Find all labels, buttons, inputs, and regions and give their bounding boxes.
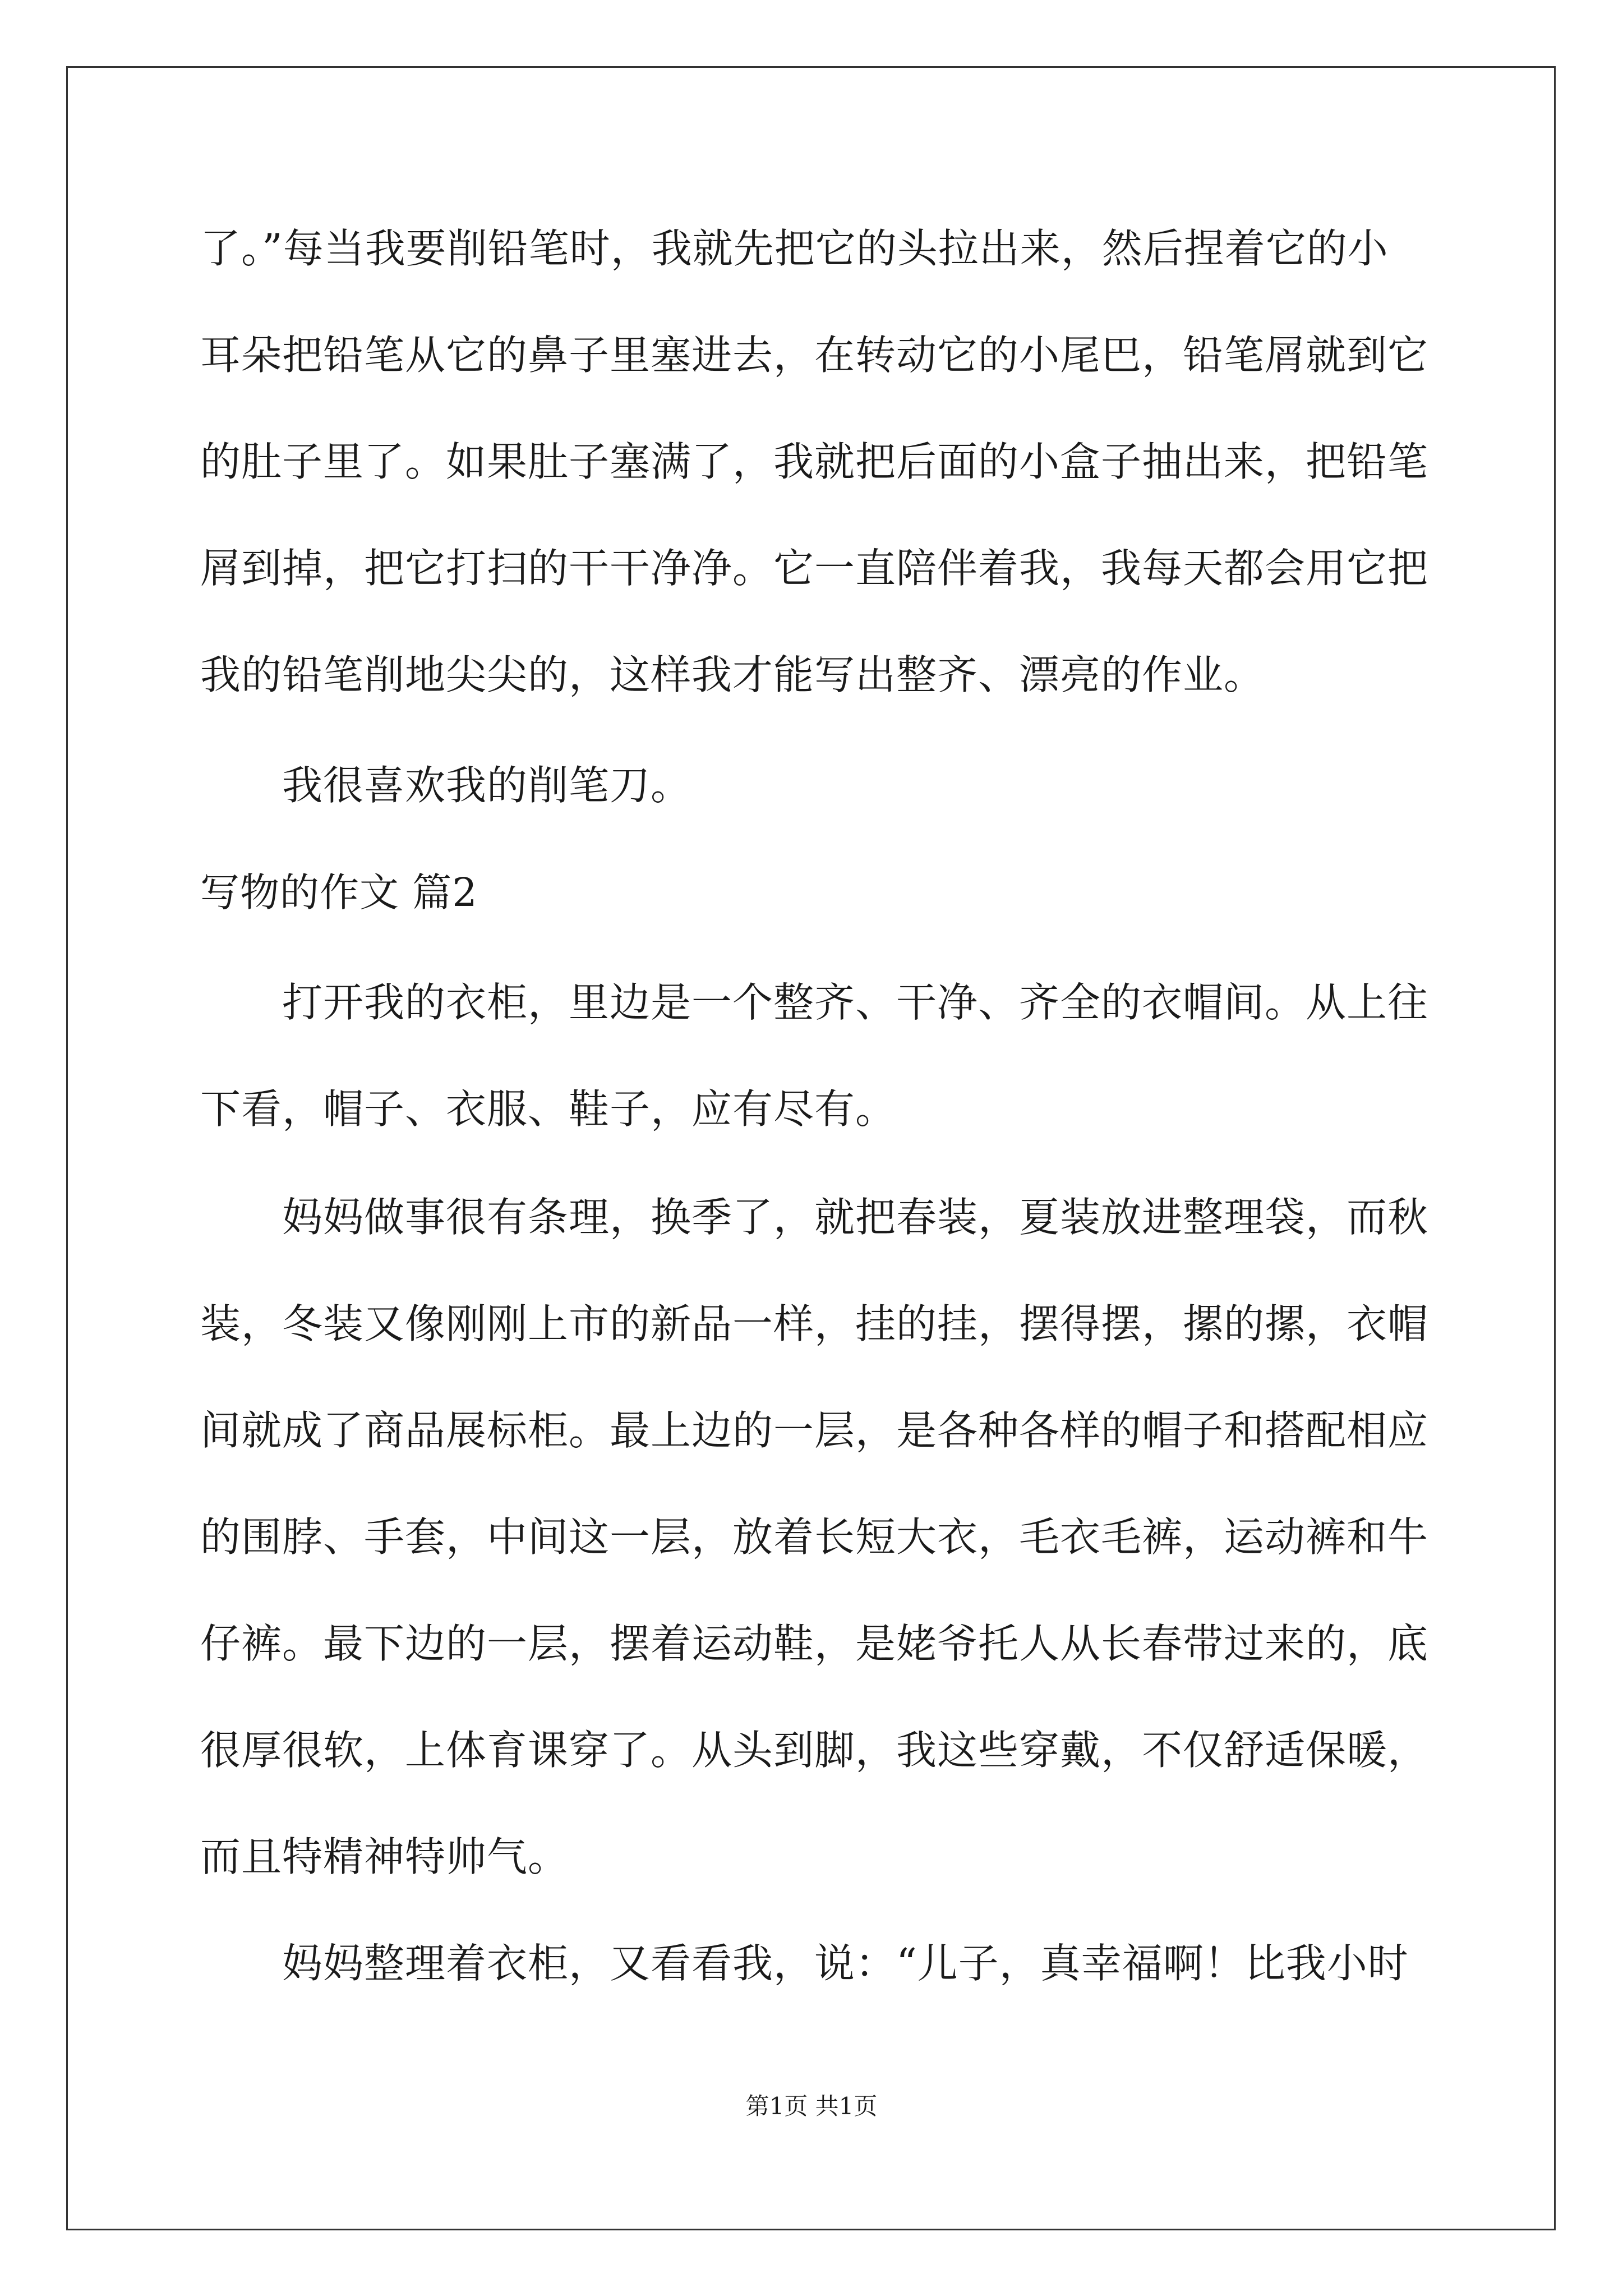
paragraph-line: 妈妈整理着衣柜，又看看我，说：“儿子，真幸福啊！比我小时 (282, 1940, 1409, 1987)
paragraph-line: 耳朵把铅笔从它的鼻子里塞进去，在转动它的小尾巴，铅笔屑就到它 (200, 332, 1429, 379)
paragraph-line: 很厚很软，上体育课穿了。从头到脚，我这些穿戴，不仅舒适保暖， (200, 1727, 1429, 1774)
paragraph-line: 间就成了商品展标柜。最上边的一层，是各种各样的帽子和搭配相应 (200, 1407, 1429, 1454)
paragraph-line: 了。”每当我要削铅笔时，我就先把它的头拉出来，然后捏着它的小 (200, 225, 1389, 272)
paragraph-line: 装，冬装又像刚刚上市的新品一样，挂的挂，摆得摆，摞的摞，衣帽 (200, 1300, 1429, 1347)
paragraph-line: 屑到掉，把它打扫的干干净净。它一直陪伴着我，我每天都会用它把 (200, 545, 1429, 592)
paragraph-line: 的肚子里了。如果肚子塞满了，我就把后面的小盒子抽出来，把铅笔 (200, 438, 1429, 485)
paragraph-line: 我的铅笔削地尖尖的，这样我才能写出整齐、漂亮的作业。 (200, 651, 1265, 698)
page-border (66, 66, 1556, 2230)
paragraph-line: 仔裤。最下边的一层，摆着运动鞋，是姥爷托人从长春带过来的，底 (200, 1620, 1429, 1667)
paragraph-line: 下看，帽子、衣服、鞋子，应有尽有。 (200, 1085, 897, 1133)
paragraph-line: 的围脖、手套，中间这一层，放着长短大衣，毛衣毛裤，运动裤和牛 (200, 1513, 1429, 1561)
paragraph-line: 而且特精神特帅气。 (200, 1833, 569, 1880)
section-heading: 写物的作文 篇2 (200, 869, 478, 915)
paragraph-line: 打开我的衣柜，里边是一个整齐、干净、齐全的衣帽间。从上往 (282, 979, 1429, 1026)
page-footer: 第1页 共1页 (745, 2092, 878, 2120)
paragraph-line: 妈妈做事很有条理，换季了，就把春装，夏装放进整理袋，而秋 (282, 1194, 1429, 1241)
paragraph-line: 我很喜欢我的削笔刀。 (282, 762, 692, 809)
